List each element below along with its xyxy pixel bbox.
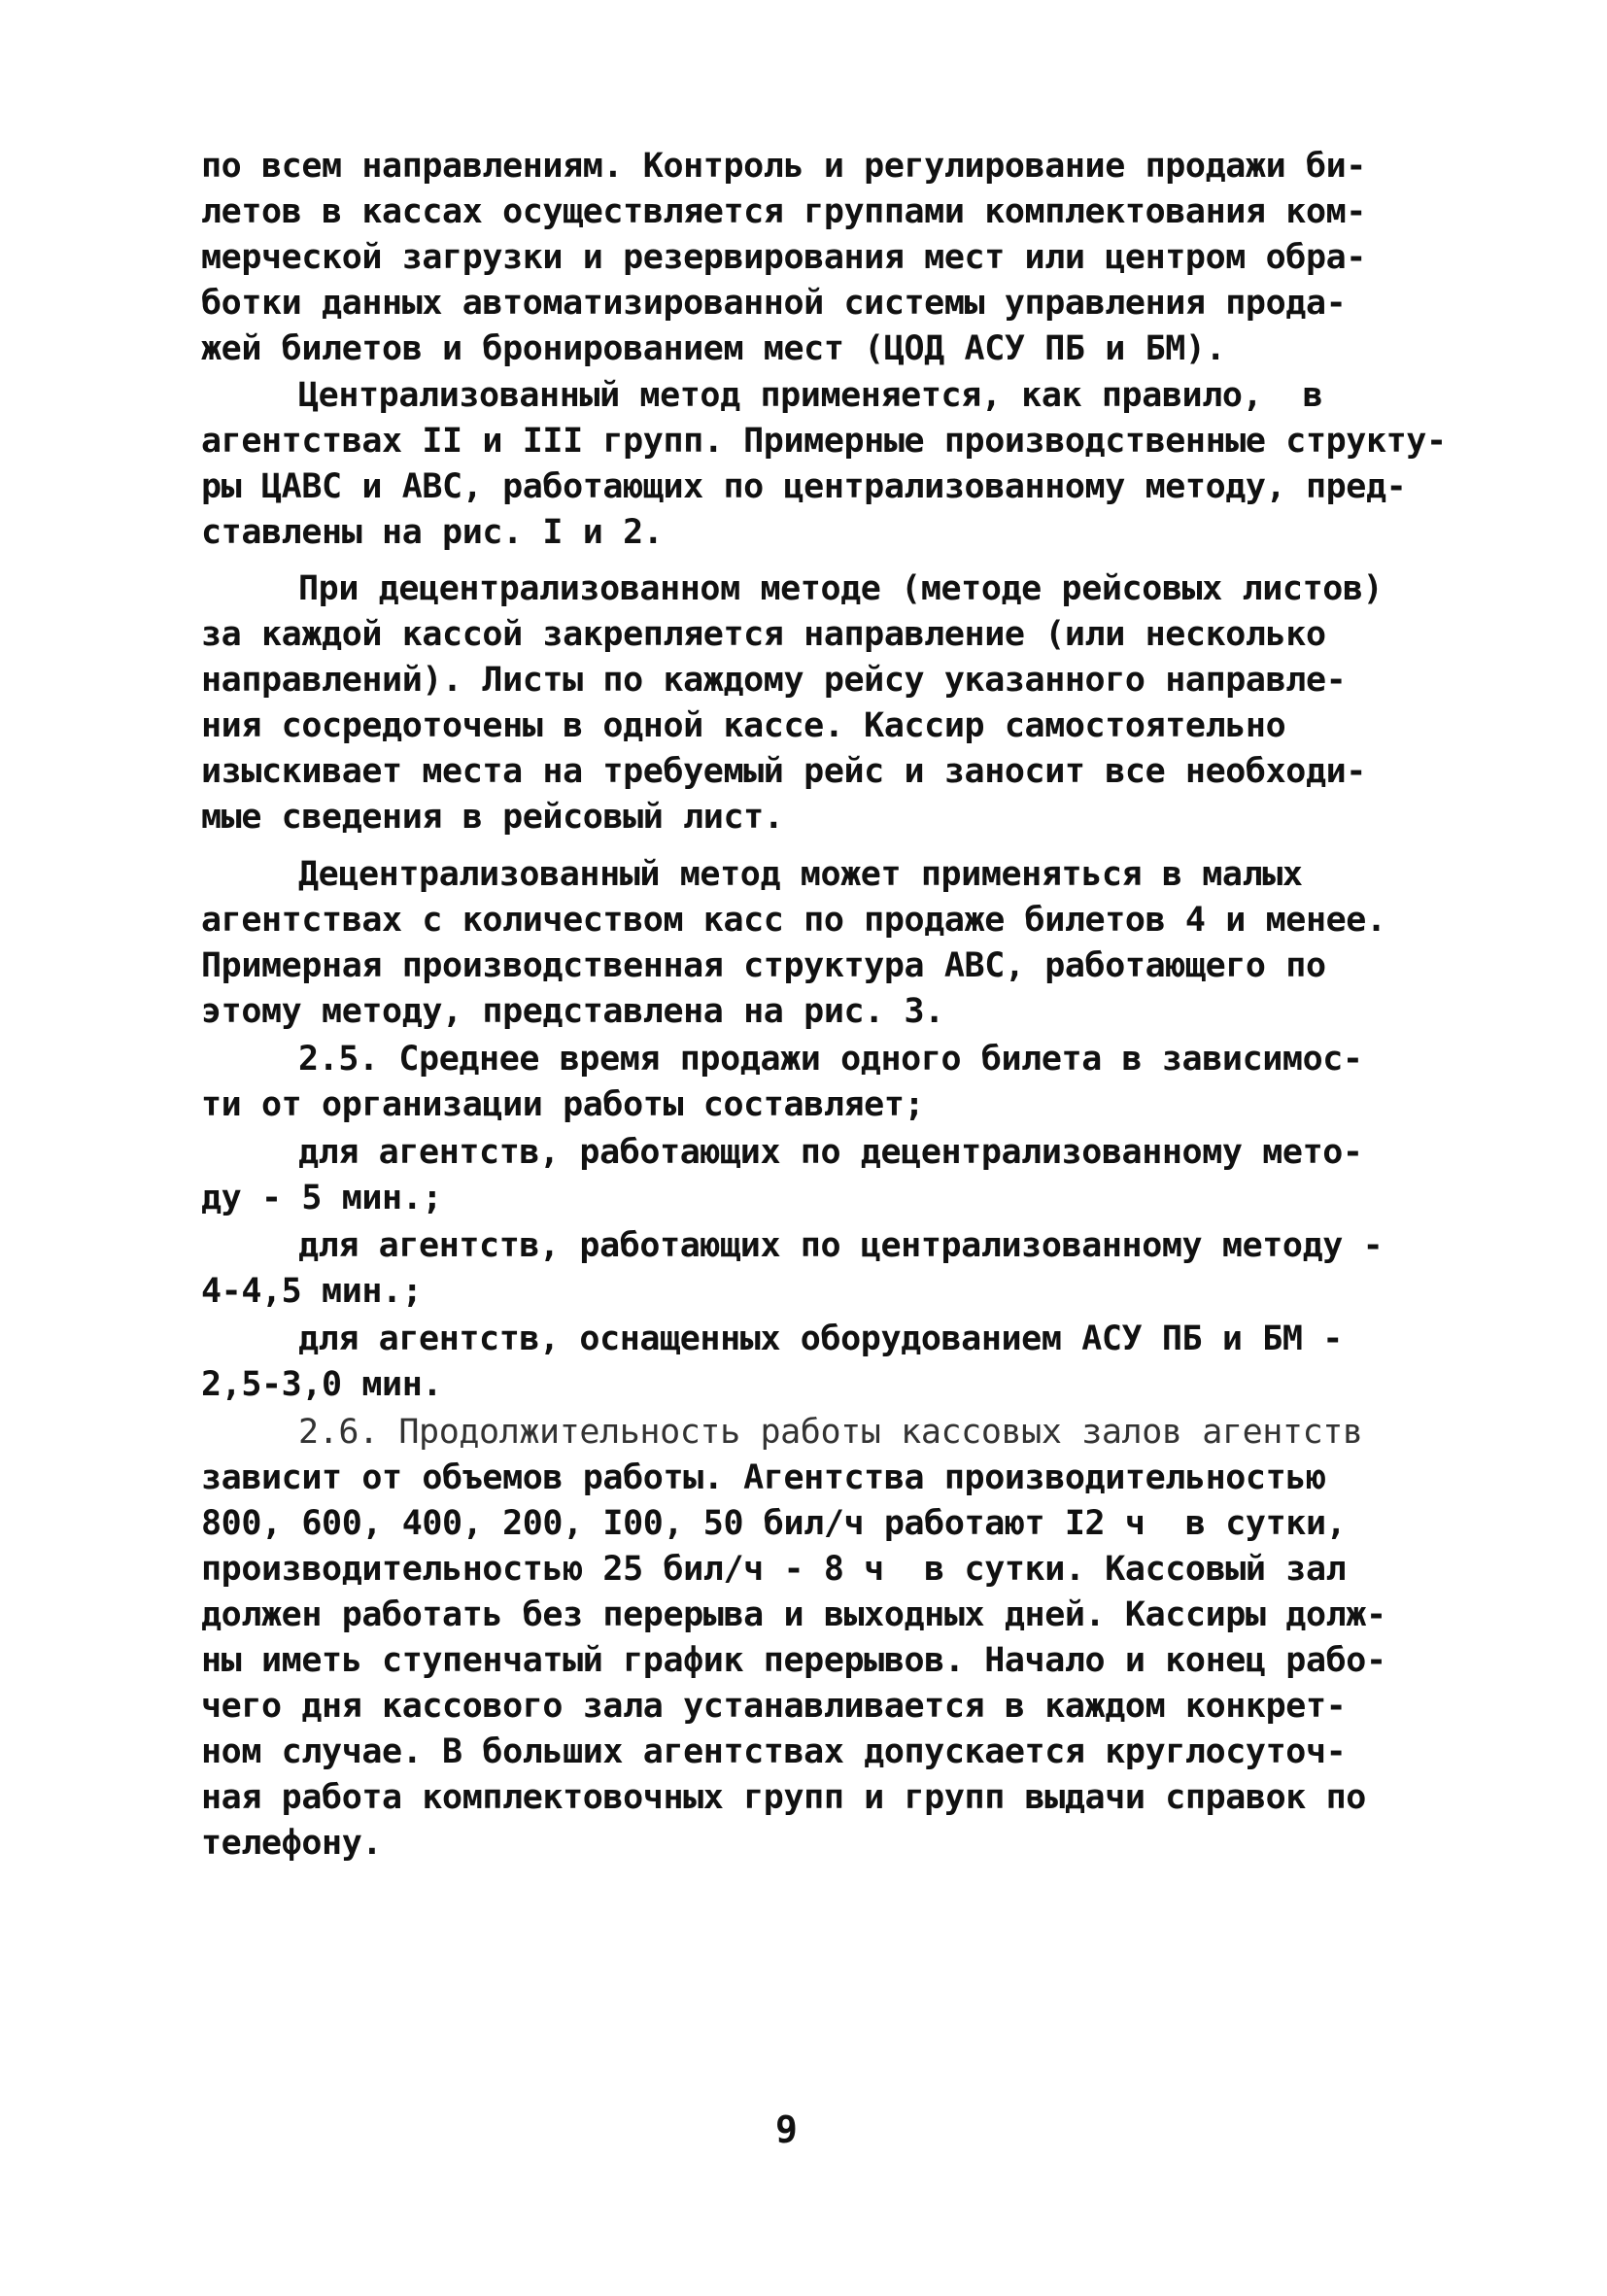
text-line: Децентрализованный метод может применяться в малых: [298, 855, 1303, 894]
text-line: этому методу, представлена на рис. 3.: [201, 992, 944, 1031]
text-line: ны иметь ступенчатый график перерывов. Начало и конец рабо-: [201, 1641, 1386, 1680]
text-line: 800, 600, 400, 200, I00, 50 бил/ч работают I2 ч в сутки,: [201, 1504, 1347, 1543]
page-number: 9: [775, 2108, 798, 2151]
text-line: для агентств, работающих по децентрализованному мето-: [298, 1133, 1363, 1172]
text-line: ти от организации работы составляет;: [201, 1085, 925, 1124]
text-line: ры ЦАВС и АВС, работающих по централизованному методу, пред-: [201, 467, 1407, 506]
text-line: При децентрализованном методе (методе рейсовых листов): [298, 569, 1384, 608]
text-line: ном случае. В больших агентствах допускается круглосуточ-: [201, 1732, 1347, 1771]
text-line: летов в кассах осуществляется группами комплектования ком-: [201, 192, 1366, 231]
text-line: телефону.: [201, 1824, 383, 1863]
text-line: для агентств, оснащенных оборудованием АСУ ПБ и БМ -: [298, 1319, 1343, 1358]
text-line: зависит от объемов работы. Агентства производительностью: [201, 1458, 1326, 1497]
text-line: Централизованный метод применяется, как правило, в: [298, 376, 1323, 415]
text-line: ная работа комплектовочных групп и групп выдачи справок по: [201, 1778, 1366, 1817]
text-line: ботки данных автоматизированной системы управления прода-: [201, 284, 1347, 323]
text-line: ния сосредоточены в одной кассе. Кассир самостоятельно: [201, 706, 1286, 745]
text-line: чего дня кассового зала устанавливается в каждом конкрет-: [201, 1687, 1347, 1726]
text-line: 4-4,5 мин.;: [201, 1272, 423, 1311]
text-line: должен работать без перерыва и выходных дней. Кассиры долж-: [201, 1595, 1386, 1634]
text-line: производительностью 25 бил/ч - 8 ч в сутки. Кассовый зал: [201, 1550, 1347, 1589]
text-line: 2,5-3,0 мин.: [201, 1365, 443, 1404]
text-line: ставлены на рис. I и 2.: [201, 513, 664, 552]
text-line: изыскивает места на требуемый рейс и заносит все необходи-: [201, 752, 1366, 791]
text-line: 2.5. Среднее время продажи одного билета в зависимос-: [298, 1040, 1363, 1079]
text-line: 2.6. Продолжительность работы кассовых залов агентств: [298, 1413, 1363, 1452]
text-line: по всем направлениям. Контроль и регулирование продажи би-: [201, 147, 1366, 186]
text-line: агентствах с количеством касс по продаже билетов 4 и менее.: [201, 901, 1386, 940]
text-line: ду - 5 мин.;: [201, 1179, 443, 1217]
text-line: направлений). Листы по каждому рейсу указанного направле-: [201, 661, 1347, 700]
text-line: мые сведения в рейсовый лист.: [201, 798, 784, 837]
text-line: Примерная производственная структура АВС, работающего по: [201, 946, 1326, 985]
text-line: мерческой загрузки и резервирования мест или центром обра-: [201, 238, 1366, 277]
text-line: агентствах II и III групп. Примерные производственные структу-: [201, 422, 1447, 461]
text-line: для агентств, работающих по централизованному методу -: [298, 1226, 1384, 1265]
text-line: жей билетов и бронированием мест (ЦОД АСУ ПБ и БМ).: [201, 329, 1226, 368]
text-line: за каждой кассой закрепляется направление (или несколько: [201, 615, 1326, 654]
